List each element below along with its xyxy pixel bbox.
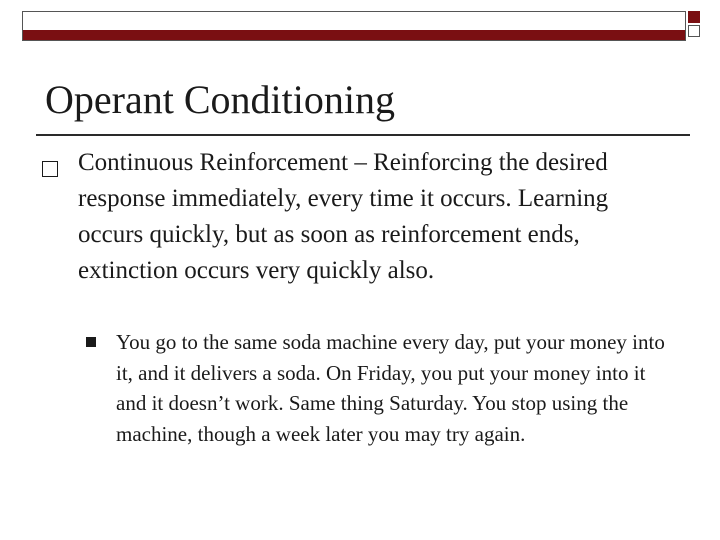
- bullet-text-level1: Continuous Reinforcement – Reinforcing the desired response immediately, every time it occurs. Learning occurs quickly, but as soon as reinforcement ends, extinction occurs very quickly also.: [78, 149, 609, 284]
- title-divider: [36, 134, 690, 136]
- filled-square-bullet-icon: [86, 337, 96, 347]
- corner-square-hollow: [688, 25, 700, 37]
- bullet-text-level2: You go to the same soda machine every day, put your money into it, and it delivers a soda. On Friday, you put your money into it and it doesn’t work. Same thing Saturday. You stop using the machine, though a week later you may try again.: [116, 330, 665, 446]
- corner-decoration: [688, 11, 704, 39]
- slide-title: Operant Conditioning: [45, 77, 395, 122]
- header-accent-stripe: [23, 30, 685, 40]
- hollow-square-bullet-icon: [42, 161, 58, 177]
- header-decoration-bar: [22, 11, 686, 41]
- corner-square-filled: [688, 11, 700, 23]
